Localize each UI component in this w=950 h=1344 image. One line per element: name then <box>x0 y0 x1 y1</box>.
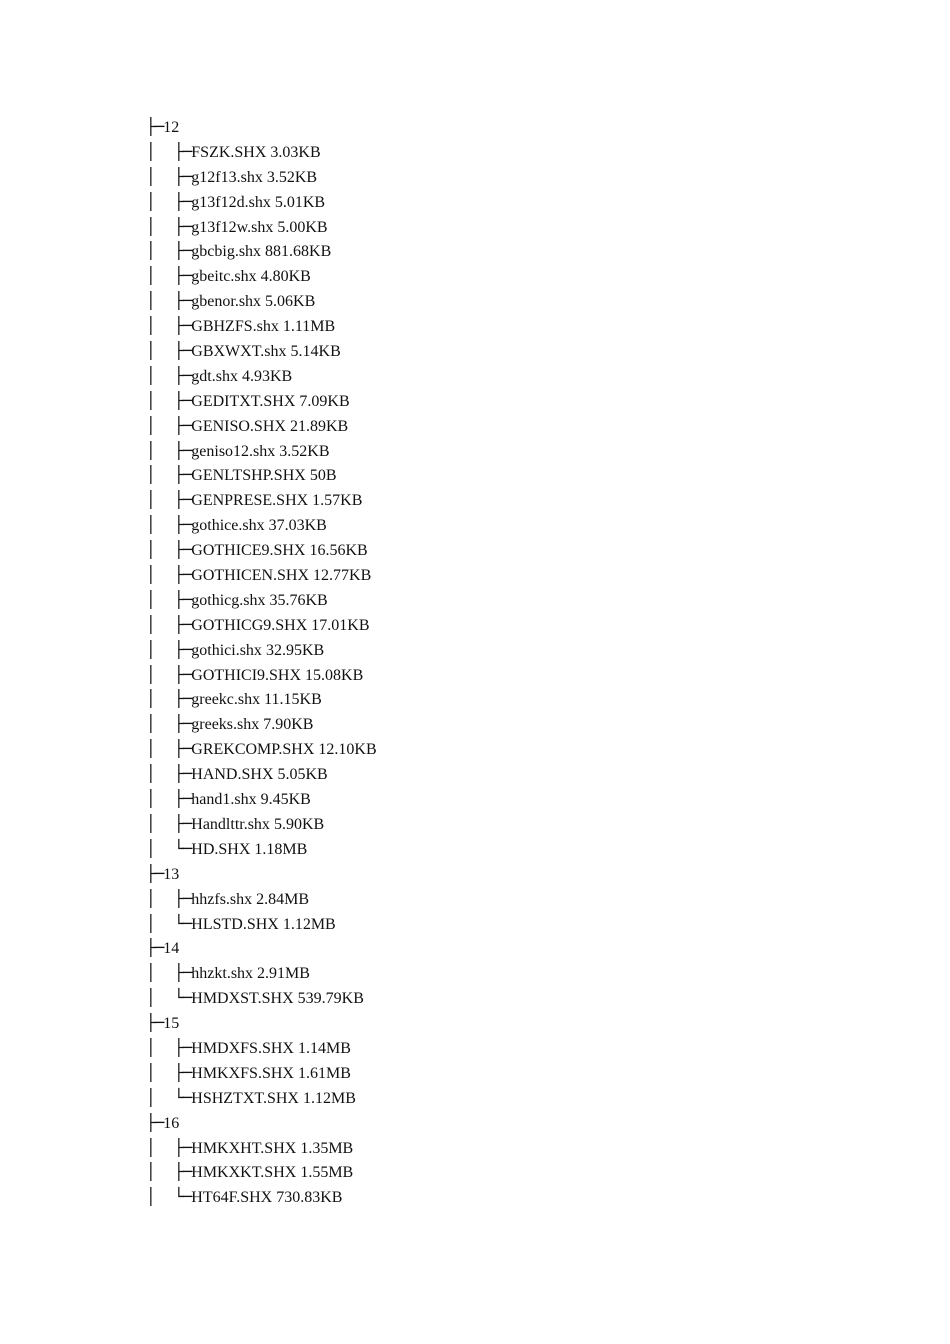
file-row[interactable] <box>146 812 377 837</box>
tree-branch-connector: ├─ <box>174 141 192 161</box>
file-name: FSZK.SHX <box>191 143 267 161</box>
tree-branch-connector: ├─ <box>174 1037 192 1057</box>
tree-branch-connector: ├─ <box>174 963 192 983</box>
file-size: 4.80KB <box>260 268 311 286</box>
tree-branch-connector: ├─ <box>174 614 192 634</box>
file-row[interactable] <box>146 1185 377 1210</box>
tree-branch-connector: ├─ <box>174 689 192 709</box>
file-row[interactable] <box>146 837 377 862</box>
tree-rail-connector: │ <box>146 838 156 858</box>
file-size: 15.08KB <box>305 666 364 684</box>
folder-row[interactable] <box>146 936 377 961</box>
file-size: 3.03KB <box>270 143 321 161</box>
file-row[interactable] <box>146 140 377 165</box>
tree-branch-connector: ├─ <box>174 1137 192 1157</box>
file-name: GBXWXT.shx <box>191 343 287 361</box>
file-size: 730.83KB <box>276 1189 343 1207</box>
tree-rail-connector: │ <box>146 614 156 634</box>
tree-branch-connector: ├─ <box>174 316 192 336</box>
tree-rail-connector: │ <box>146 540 156 560</box>
file-name: HD.SHX <box>191 840 251 858</box>
tree-rail-connector: │ <box>146 988 156 1008</box>
file-name: gbcbig.shx <box>191 243 262 261</box>
tree-branch-connector: ├─ <box>146 863 164 883</box>
file-name: GEDITXT.SHX <box>191 392 296 410</box>
file-row[interactable] <box>146 638 377 663</box>
file-name: g13f12d.shx <box>191 193 271 211</box>
file-row[interactable] <box>146 563 377 588</box>
tree-branch-connector: ├─ <box>174 739 192 759</box>
file-row[interactable] <box>146 912 377 937</box>
file-row[interactable] <box>146 463 377 488</box>
file-name: HMKXFS.SHX <box>191 1064 294 1082</box>
file-name: GENISO.SHX <box>191 417 286 435</box>
tree-rail-connector: │ <box>146 689 156 709</box>
tree-rail-connector: │ <box>146 913 156 933</box>
file-name: HMKXHT.SHX <box>191 1139 297 1157</box>
tree-rail-connector: │ <box>146 365 156 385</box>
tree-end-connector: └─ <box>174 913 192 933</box>
tree-branch-connector: ├─ <box>174 540 192 560</box>
file-row[interactable] <box>146 687 377 712</box>
file-row[interactable] <box>146 239 377 264</box>
file-name: HSHZTXT.SHX <box>191 1089 299 1107</box>
file-row[interactable] <box>146 289 377 314</box>
tree-end-connector: └─ <box>174 838 192 858</box>
tree-rail-connector: │ <box>146 1037 156 1057</box>
tree-rail-connector: │ <box>146 1137 156 1157</box>
tree-rail-connector: │ <box>146 739 156 759</box>
tree-end-connector: └─ <box>174 988 192 1008</box>
file-size: 32.95KB <box>265 641 325 659</box>
file-row[interactable] <box>146 986 377 1011</box>
file-row[interactable] <box>146 712 377 737</box>
file-row[interactable] <box>146 787 377 812</box>
folder-row[interactable] <box>146 115 377 140</box>
tree-branch-connector: ├─ <box>146 117 164 136</box>
tree-branch-connector: ├─ <box>146 1013 164 1033</box>
file-row[interactable] <box>146 364 377 389</box>
tree-rail-connector: │ <box>146 888 156 908</box>
tree-rail-connector: │ <box>146 166 156 186</box>
file-name: hhzkt.shx <box>191 965 254 983</box>
file-size: 1.12MB <box>302 1089 356 1107</box>
tree-branch-connector: ├─ <box>174 390 192 410</box>
file-row[interactable] <box>146 314 377 339</box>
tree-rail-connector: │ <box>146 589 156 609</box>
file-size: 1.61MB <box>297 1064 351 1082</box>
file-size: 21.89KB <box>289 417 349 435</box>
tree-rail-connector: │ <box>146 291 156 311</box>
file-name: hhzfs.shx <box>191 890 253 908</box>
tree-branch-connector: ├─ <box>174 639 192 659</box>
file-size: 1.55MB <box>300 1164 354 1182</box>
file-name: gdt.shx <box>191 367 238 385</box>
file-name: HLSTD.SHX <box>191 915 279 933</box>
file-tree <box>146 115 377 1210</box>
tree-branch-connector: ├─ <box>174 291 192 311</box>
tree-rail-connector: │ <box>146 664 156 684</box>
tree-branch-connector: ├─ <box>174 365 192 385</box>
tree-rail-connector: │ <box>146 789 156 809</box>
tree-rail-connector: │ <box>146 415 156 435</box>
file-size: 7.09KB <box>299 392 350 410</box>
tree-branch-connector: ├─ <box>174 714 192 734</box>
file-row[interactable] <box>146 588 377 613</box>
tree-rail-connector: │ <box>146 764 156 784</box>
file-row[interactable] <box>146 737 377 762</box>
file-size: 9.45KB <box>260 791 311 809</box>
tree-rail-connector: │ <box>146 241 156 261</box>
file-size: 3.52KB <box>279 442 330 460</box>
tree-end-connector: └─ <box>174 1087 192 1107</box>
tree-rail-connector: │ <box>146 1087 156 1107</box>
tree-branch-connector: ├─ <box>174 166 192 186</box>
file-name: greekc.shx <box>191 691 261 709</box>
tree-rail-connector: │ <box>146 813 156 833</box>
file-name: GBHZFS.shx <box>191 318 279 336</box>
tree-rail-connector: │ <box>146 390 156 410</box>
tree-branch-connector: ├─ <box>174 415 192 435</box>
tree-rail-connector: │ <box>146 316 156 336</box>
tree-branch-connector: ├─ <box>174 1062 192 1082</box>
file-name: GOTHICEN.SHX <box>191 567 310 585</box>
file-name: HMDXFS.SHX <box>191 1039 294 1057</box>
tree-branch-connector: ├─ <box>174 341 192 361</box>
folder-name: 14 <box>163 940 180 958</box>
file-row[interactable] <box>146 1086 377 1111</box>
tree-branch-connector: ├─ <box>174 241 192 261</box>
file-size: 1.11MB <box>282 318 336 336</box>
tree-branch-connector: ├─ <box>174 664 192 684</box>
tree-branch-connector: ├─ <box>174 515 192 535</box>
file-row[interactable] <box>146 887 377 912</box>
file-size: 5.06KB <box>265 293 316 311</box>
file-row[interactable] <box>146 1036 377 1061</box>
tree-rail-connector: │ <box>146 639 156 659</box>
file-row[interactable] <box>146 339 377 364</box>
tree-rail-connector: │ <box>146 440 156 460</box>
tree-rail-connector: │ <box>146 714 156 734</box>
file-row[interactable] <box>146 538 377 563</box>
tree-rail-connector: │ <box>146 465 156 485</box>
file-name: g12f13.shx <box>191 168 263 186</box>
tree-rail-connector: │ <box>146 1162 156 1182</box>
file-name: GENPRESE.SHX <box>191 492 309 510</box>
tree-branch-connector: ├─ <box>174 465 192 485</box>
file-size: 5.90KB <box>273 815 325 833</box>
file-size: 2.84MB <box>256 890 310 908</box>
tree-rail-connector: │ <box>146 191 156 211</box>
file-name: g13f12w.shx <box>191 218 274 236</box>
file-name: Handlttr.shx <box>191 815 270 833</box>
tree-rail-connector: │ <box>146 141 156 161</box>
file-row[interactable] <box>146 389 377 414</box>
file-size: 539.79KB <box>297 990 364 1008</box>
file-row[interactable] <box>146 663 377 688</box>
tree-branch-connector: ├─ <box>146 938 164 958</box>
tree-rail-connector: │ <box>146 490 156 510</box>
folder-name: 15 <box>163 1015 180 1033</box>
tree-branch-connector: ├─ <box>174 589 192 609</box>
file-row[interactable] <box>146 165 377 190</box>
file-size: 5.00KB <box>277 218 328 236</box>
tree-branch-connector: ├─ <box>174 266 192 286</box>
file-name: GOTHICI9.SHX <box>191 666 302 684</box>
tree-rail-connector: │ <box>146 216 156 236</box>
tree-rail-connector: │ <box>146 963 156 983</box>
file-row[interactable] <box>146 264 377 289</box>
file-row[interactable] <box>146 488 377 513</box>
tree-branch-connector: ├─ <box>174 191 192 211</box>
file-name: hand1.shx <box>191 791 257 809</box>
tree-rail-connector: │ <box>146 565 156 585</box>
file-size: 17.01KB <box>311 616 370 634</box>
tree-branch-connector: ├─ <box>174 888 192 908</box>
file-size: 4.93KB <box>241 367 293 385</box>
tree-rail-connector: │ <box>146 1187 156 1207</box>
tree-branch-connector: ├─ <box>174 440 192 460</box>
file-size: 7.90KB <box>263 716 314 734</box>
file-size: 1.57KB <box>312 492 363 510</box>
file-size: 1.18MB <box>254 840 308 858</box>
file-name: gbeitc.shx <box>191 268 257 286</box>
folder-name: 13 <box>163 865 180 883</box>
file-name: GOTHICE9.SHX <box>191 542 306 560</box>
folder-row[interactable] <box>146 1111 377 1136</box>
tree-branch-connector: ├─ <box>174 764 192 784</box>
file-row[interactable] <box>146 961 377 986</box>
file-row[interactable] <box>146 439 377 464</box>
file-size: 16.56KB <box>309 542 368 560</box>
file-size: 881.68KB <box>265 243 332 261</box>
file-row[interactable] <box>146 1160 377 1185</box>
folder-row[interactable] <box>146 1011 377 1036</box>
file-name: GREKCOMP.SHX <box>191 741 315 759</box>
file-size: 5.01KB <box>274 193 326 211</box>
file-row[interactable] <box>146 1061 377 1086</box>
file-row[interactable] <box>146 1136 377 1161</box>
file-size: 1.35MB <box>300 1139 354 1157</box>
file-size: 11.15KB <box>264 691 322 709</box>
file-name: GENLTSHP.SHX <box>191 467 306 485</box>
tree-branch-connector: ├─ <box>146 1112 164 1132</box>
tree-branch-connector: ├─ <box>174 1162 192 1182</box>
tree-branch-connector: ├─ <box>174 216 192 236</box>
folder-name: 16 <box>163 1114 180 1132</box>
file-row[interactable] <box>146 613 377 638</box>
file-row[interactable] <box>146 215 377 240</box>
file-name: geniso12.shx <box>191 442 276 460</box>
file-size: 5.14KB <box>290 343 341 361</box>
file-size: 1.14MB <box>297 1039 351 1057</box>
file-size: 37.03KB <box>268 517 327 535</box>
tree-branch-connector: ├─ <box>174 490 192 510</box>
file-size: 12.10KB <box>318 741 377 759</box>
file-row[interactable] <box>146 513 377 538</box>
file-size: 35.76KB <box>269 591 328 609</box>
file-size: 1.12MB <box>282 915 336 933</box>
file-row[interactable] <box>146 190 377 215</box>
file-row[interactable] <box>146 414 377 439</box>
tree-end-connector: └─ <box>174 1187 192 1207</box>
file-name: gbenor.shx <box>191 293 262 311</box>
file-name: GOTHICG9.SHX <box>191 616 308 634</box>
file-name: HT64F.SHX <box>191 1189 273 1207</box>
tree-rail-connector: │ <box>146 341 156 361</box>
tree-branch-connector: ├─ <box>174 813 192 833</box>
tree-rail-connector: │ <box>146 1062 156 1082</box>
file-name: HAND.SHX <box>191 766 274 784</box>
file-row[interactable] <box>146 762 377 787</box>
file-size: 5.05KB <box>277 766 328 784</box>
file-name: gothicg.shx <box>191 591 266 609</box>
file-name: greeks.shx <box>191 716 260 734</box>
folder-row[interactable] <box>146 862 377 887</box>
file-size: 12.77KB <box>313 567 372 585</box>
file-name: gothici.shx <box>191 641 262 659</box>
file-name: gothice.shx <box>191 517 265 535</box>
tree-rail-connector: │ <box>146 266 156 286</box>
file-size: 50B <box>309 467 337 485</box>
tree-branch-connector: ├─ <box>174 789 192 809</box>
file-size: 3.52KB <box>266 168 318 186</box>
file-name: HMDXST.SHX <box>191 990 294 1008</box>
file-name: HMKXKT.SHX <box>191 1164 297 1182</box>
tree-rail-connector: │ <box>146 515 156 535</box>
file-size: 2.91MB <box>257 965 310 983</box>
folder-name: 12 <box>163 119 180 136</box>
tree-branch-connector: ├─ <box>174 565 192 585</box>
